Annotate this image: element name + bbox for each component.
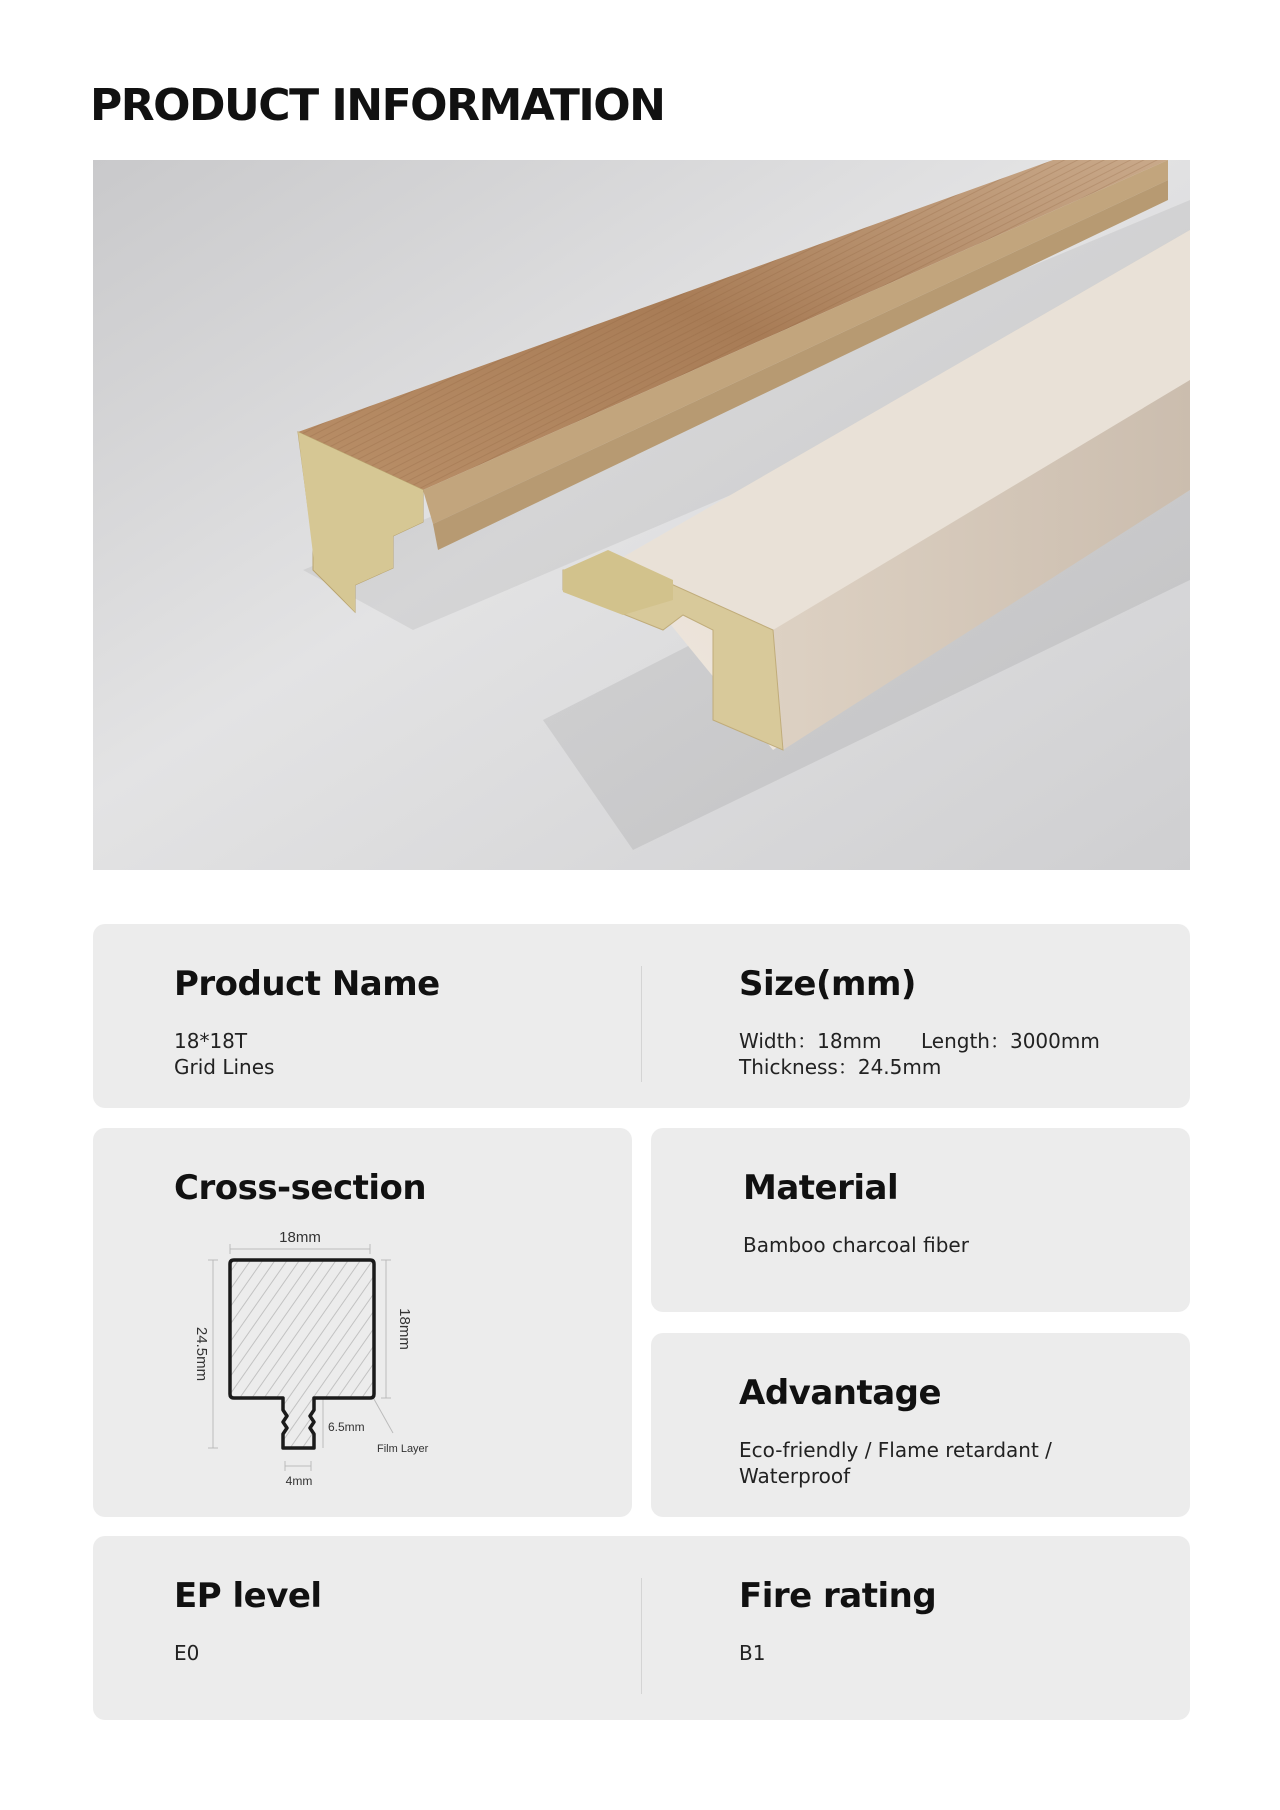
left-dimension-label: 24.5mm (193, 1326, 210, 1382)
film-layer-label: Film Layer (377, 1443, 429, 1455)
product-type: Grid Lines (174, 1055, 275, 1079)
top-dimension-label: 18mm (279, 1229, 321, 1246)
advantage-card (651, 1333, 1190, 1517)
ep-level-heading: EP level (174, 1576, 322, 1616)
ep-fire-card (93, 1536, 1190, 1720)
advantage-line-1: Eco-friendly / Flame retardant / (739, 1438, 1052, 1462)
card-divider (641, 966, 642, 1082)
card-divider (641, 1578, 642, 1694)
cross-section-heading: Cross-section (174, 1168, 427, 1208)
material-card (651, 1128, 1190, 1312)
material-heading: Material (743, 1168, 899, 1208)
fire-rating-value: B1 (739, 1641, 766, 1665)
material-value: Bamboo charcoal fiber (743, 1233, 969, 1257)
product-photo (93, 160, 1190, 870)
size-thickness: Thickness：24.5mm (739, 1055, 942, 1079)
product-name-size-card (93, 924, 1190, 1108)
size-width: Width：18mm (739, 1029, 882, 1053)
cross-section-diagram (93, 1128, 632, 1517)
product-code: 18*18T (174, 1029, 248, 1053)
right-dimension-label: 18mm (396, 1308, 413, 1350)
tongue-height-label: 6.5mm (328, 1420, 365, 1434)
size-length: Length：3000mm (921, 1029, 1100, 1053)
product-name-heading: Product Name (174, 964, 440, 1004)
advantage-line-2: Waterproof (739, 1464, 851, 1488)
advantage-heading: Advantage (739, 1373, 942, 1413)
ep-level-value: E0 (174, 1641, 200, 1665)
size-heading: Size(mm) (739, 964, 916, 1004)
cross-section-card (93, 1128, 632, 1517)
tongue-width-label: 4mm (285, 1474, 313, 1488)
page-title: PRODUCT INFORMATION (90, 80, 665, 131)
fire-rating-heading: Fire rating (739, 1576, 937, 1616)
